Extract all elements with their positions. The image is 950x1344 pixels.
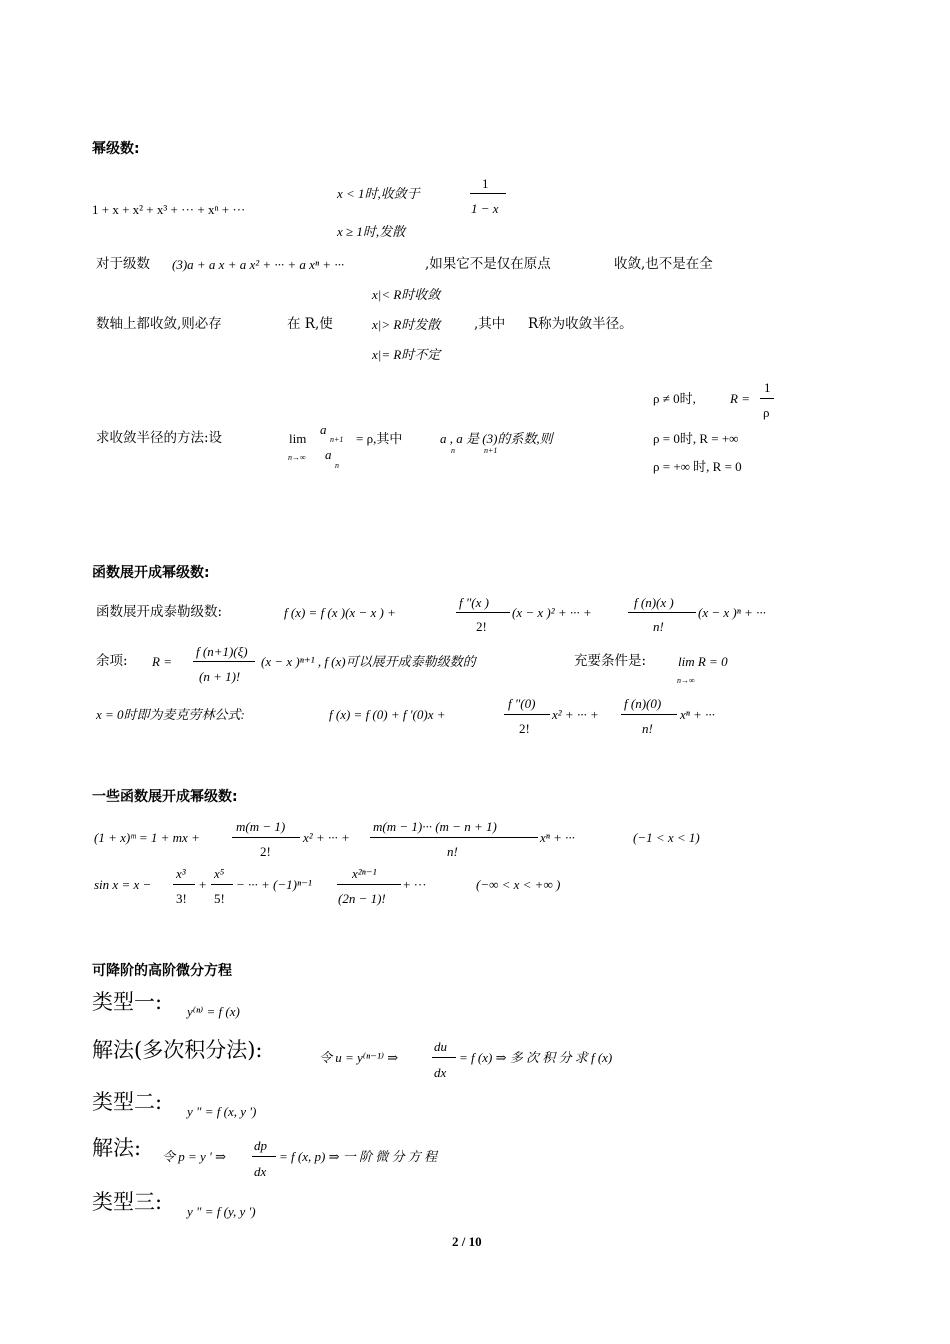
remainder-r: R = (152, 654, 172, 669)
binomial-part-c: xⁿ + ··· (540, 830, 575, 845)
solution-two-part-b: = f (x, p) ⇒ 一 阶 微 分 方 程 (279, 1149, 437, 1164)
solution-two-den: dx (254, 1164, 267, 1179)
rho-case-nonzero: ρ ≠ 0时, (653, 391, 696, 406)
maclaurin-den-2: n! (642, 721, 653, 736)
sine-den-1: 3! (176, 891, 187, 906)
sine-num-1: x³ (176, 866, 186, 881)
remainder-limit: lim R = 0 (678, 654, 728, 669)
coef-sub-n: n (451, 446, 455, 455)
sine-bar-3 (337, 884, 401, 885)
maclaurin-part-b: x² + ··· + (552, 707, 599, 722)
taylor-num-1: f ″(x ) (459, 595, 489, 610)
rho-case-zero: ρ = 0时, R = +∞ (653, 431, 739, 446)
ratio-denominator-sub: n (335, 461, 339, 470)
solution-one-bar (432, 1057, 456, 1058)
heading-power-series: 幂级数: (92, 141, 140, 157)
condition-diverge: x ≥ 1时,发散 (337, 224, 406, 239)
remainder-part-b: (x − x )ⁿ⁺¹ , f (x)可以展开成泰勒级数的 (261, 654, 476, 669)
taylor-den-2: n! (653, 619, 664, 634)
sine-part-c: − ··· + (−1)ⁿ⁻¹ (236, 877, 312, 892)
ratio-numerator: a (320, 422, 327, 437)
limit-symbol: lim (289, 431, 307, 446)
heading-reducible-ode: 可降阶的高阶微分方程 (92, 963, 232, 979)
heading-function-expansion: 函数展开成幂级数: (92, 565, 210, 581)
remainder-den: (n + 1)! (199, 669, 241, 684)
ratio-numerator-sub: n+1 (330, 435, 344, 444)
solution-two-label: 解法: (92, 1136, 142, 1160)
sine-bar-1 (173, 884, 195, 885)
taylor-part-b: (x − x )² + ··· + (512, 605, 592, 620)
coef-sub-n1: n+1 (484, 446, 498, 455)
text-taylor-label: 函数展开成泰勒级数: (96, 604, 223, 620)
binomial-den-2: n! (447, 844, 458, 859)
solution-one-label: 解法(多次积分法): (92, 1038, 263, 1062)
text-real-axis: 数轴上都收敛,则必存 (96, 316, 222, 332)
rho-case-inf: ρ = +∞ 时, R = 0 (653, 459, 742, 474)
maclaurin-bar-1 (504, 714, 550, 715)
type-one-label: 类型一: (92, 990, 163, 1014)
remainder-limit-sub: n→∞ (677, 676, 695, 685)
series-3: (3)a + a x + a x² + ··· + a xⁿ + ··· (172, 257, 345, 272)
sine-range: (−∞ < x < +∞ ) (476, 877, 561, 892)
ratio-denominator: a (325, 447, 332, 462)
type-three-label: 类型三: (92, 1190, 163, 1214)
sine-bar-2 (211, 884, 233, 885)
radius-case-lt: x|< R时收敛 (372, 287, 441, 302)
taylor-num-2: f (n)(x ) (634, 595, 674, 610)
page-number: 2 / 10 (452, 1234, 482, 1249)
taylor-bar-1 (456, 612, 510, 613)
text-remainder-label: 余项: (96, 653, 128, 669)
binomial-den-1: 2! (260, 844, 271, 859)
binomial-range: (−1 < x < 1) (633, 830, 700, 845)
remainder-bar (193, 661, 255, 662)
limit-subscript: n→∞ (288, 453, 306, 462)
solution-one-part-a: 令 u = y⁽ⁿ⁻¹⁾ ⇒ (319, 1050, 399, 1065)
binomial-num-1: m(m − 1) (236, 819, 286, 834)
fraction-denominator: 1 − x (471, 201, 499, 216)
radius-case-gt: x|> R时发散 (372, 317, 441, 332)
rho-frac-bar (760, 398, 774, 399)
maclaurin-den-1: 2! (519, 721, 530, 736)
maclaurin-part-c: xⁿ + ··· (680, 707, 715, 722)
binomial-part-a: (1 + x)ᵐ = 1 + mx + (94, 830, 200, 845)
equals-rho: = ρ,其中 (356, 431, 403, 446)
coefficients-text: a , a 是 (3)的系数,则 (440, 431, 553, 446)
sine-part-a: sin x = x − (94, 877, 152, 892)
geometric-series: 1 + x + x² + x³ + ··· + xⁿ + ··· (92, 202, 246, 217)
solution-two-num: dp (254, 1138, 267, 1153)
taylor-bar-2 (628, 612, 696, 613)
heading-some-expansions: 一些函数展开成幂级数: (92, 789, 238, 805)
remainder-num: f (n+1)(ξ) (196, 644, 248, 659)
text-radius-method: 求收敛半径的方法:设 (96, 430, 223, 446)
binomial-bar-1 (232, 837, 300, 838)
sine-den-2: 5! (214, 891, 225, 906)
rho-frac-den: ρ (763, 405, 770, 420)
type-two-equation: y " = f (x, y ') (187, 1104, 257, 1119)
text-sufficient-condition: 充要条件是: (574, 653, 647, 669)
fraction-numerator: 1 (482, 176, 489, 191)
sine-num-3: x²ⁿ⁻¹ (352, 866, 377, 881)
sine-num-2: x⁵ (214, 866, 225, 881)
text-exists-r: 在 R,使 (287, 316, 333, 332)
type-three-equation: y " = f (y, y ') (187, 1204, 256, 1219)
text-where: ,其中 (474, 316, 506, 332)
condition-converge: x < 1时,收敛于 (337, 186, 420, 201)
text-not-only-origin: ,如果它不是仅在原点 (425, 256, 551, 272)
maclaurin-part-a: f (x) = f (0) + f ′(0)x + (329, 707, 446, 722)
taylor-part-a: f (x) = f (x )(x − x ) + (284, 605, 396, 620)
taylor-den-1: 2! (476, 619, 487, 634)
text-for-series: 对于级数 (96, 256, 150, 272)
text-converge-not-all: 收敛,也不是在全 (614, 256, 713, 272)
sine-plus: + (199, 877, 207, 892)
maclaurin-label: x = 0时即为麦克劳林公式: (96, 707, 245, 722)
type-two-label: 类型二: (92, 1090, 163, 1114)
taylor-part-c: (x − x )ⁿ + ··· (698, 605, 766, 620)
sine-part-d: + ··· (403, 877, 427, 892)
solution-two-part-a: 令 p = y ' ⇒ (162, 1149, 226, 1164)
maclaurin-bar-2 (621, 714, 677, 715)
binomial-part-b: x² + ··· + (303, 830, 350, 845)
solution-one-part-b: = f (x) ⇒ 多 次 积 分 求 f (x) (459, 1050, 613, 1065)
fraction-bar (470, 193, 506, 194)
binomial-num-2: m(m − 1)··· (m − n + 1) (373, 819, 497, 834)
radius-case-eq: x|= R时不定 (372, 347, 441, 362)
sine-den-3: (2n − 1)! (338, 891, 386, 906)
maclaurin-num-2: f (n)(0) (624, 696, 662, 711)
solution-two-bar (252, 1156, 276, 1157)
text-radius-name: R称为收敛半径。 (528, 316, 633, 332)
solution-one-num: du (434, 1039, 447, 1054)
type-one-equation: y⁽ⁿ⁾ = f (x) (187, 1004, 240, 1019)
solution-one-den: dx (434, 1065, 447, 1080)
rho-case-nonzero-r: R = (730, 391, 750, 406)
binomial-bar-2 (370, 837, 538, 838)
maclaurin-num-1: f ″(0) (508, 696, 536, 711)
rho-frac-num: 1 (764, 380, 771, 395)
